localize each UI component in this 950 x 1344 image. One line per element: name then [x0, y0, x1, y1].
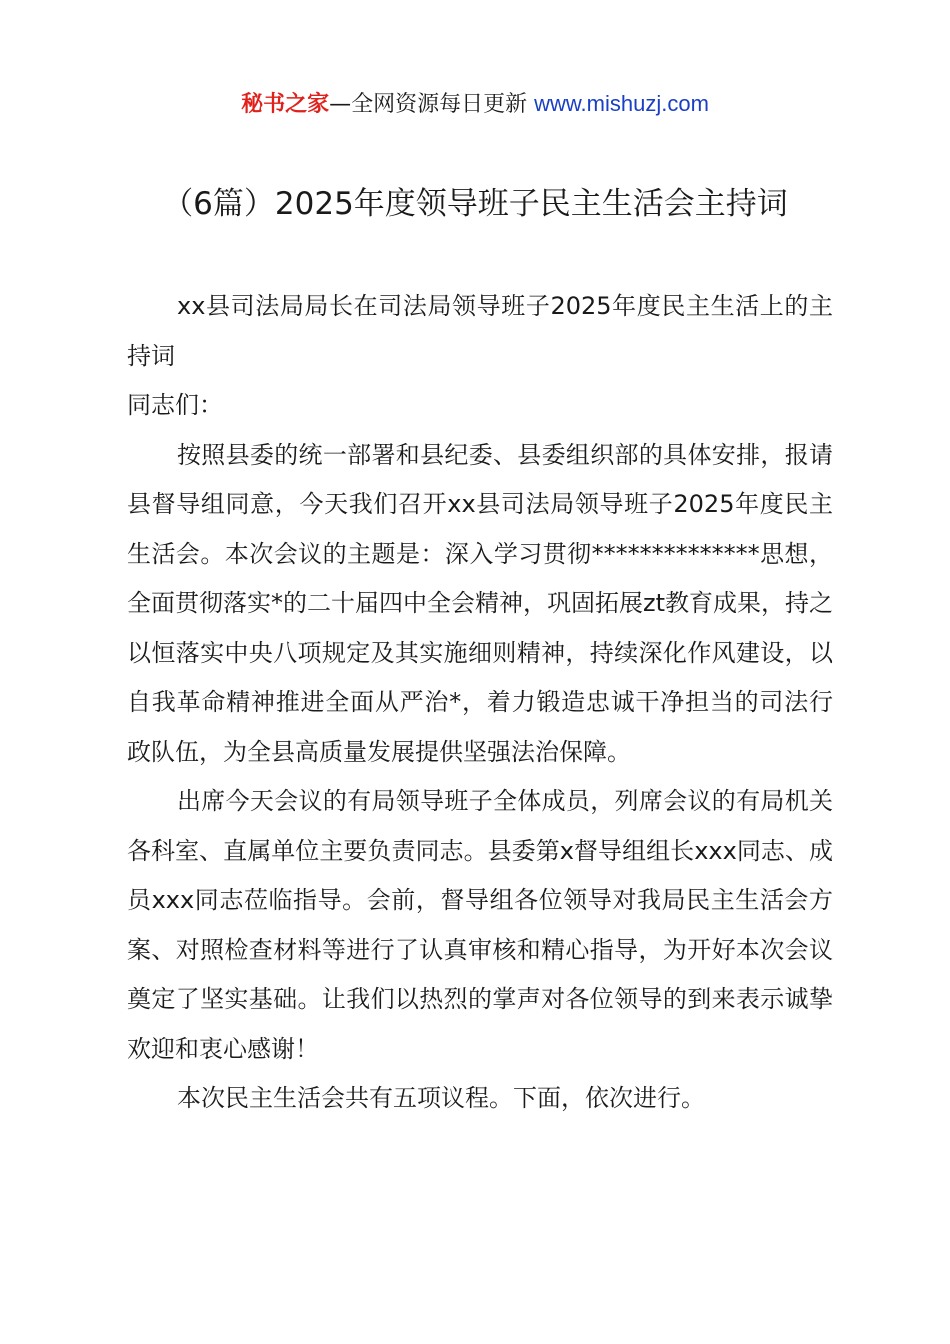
- speech-heading: xx县司法局局长在司法局领导班子2025年度民主生活上的主持词: [127, 292, 833, 370]
- header-slogan: —全网资源每日更新: [329, 92, 528, 117]
- body-paragraph: 按照县委的统一部署和县纪委、县委组织部的具体安排，报请县督导组同意，今天我们召开xx县司法局领导班子2025年度民主生活会。本次会议的主题是：深入学习贯彻**************思想，全面贯彻落实*的二十届四中全会精神，巩固拓展zt教育成果，持之以恒落实中央八项规定及其实施细则精神，持续深化作风建设，以自我革命精神推进全面从严治*，着力锻造忠诚干净担当的司法行政队伍，为全县高质量发展提供坚强法治保障。: [127, 440, 834, 766]
- salutation: 同志们：: [127, 391, 223, 419]
- website-link[interactable]: www.mishuzj.com: [534, 91, 709, 116]
- brand-name: 秘书之家: [241, 92, 330, 117]
- header-banner: [0, 88, 950, 121]
- body-paragraph: 出席今天会议的有局领导班子全体成员，列席会议的有局机关各科室、直属单位主要负责同志。县委第x督导组组长xxx同志、成员xxx同志莅临指导。会前，督导组各位领导对我局民主生活会方案、对照检查材料等进行了认真审核和精心指导，为开好本次会议奠定了坚实基础。让我们以热烈的掌声对各位领导的到来表示诚挚欢迎和衷心感谢！: [127, 787, 833, 1063]
- document-body: [127, 282, 833, 1124]
- body-paragraph: 本次民主生活会共有五项议程。下面，依次进行。: [177, 1084, 705, 1112]
- document-title: （6篇）2025年度领导班子民主生活会主持词: [162, 186, 788, 222]
